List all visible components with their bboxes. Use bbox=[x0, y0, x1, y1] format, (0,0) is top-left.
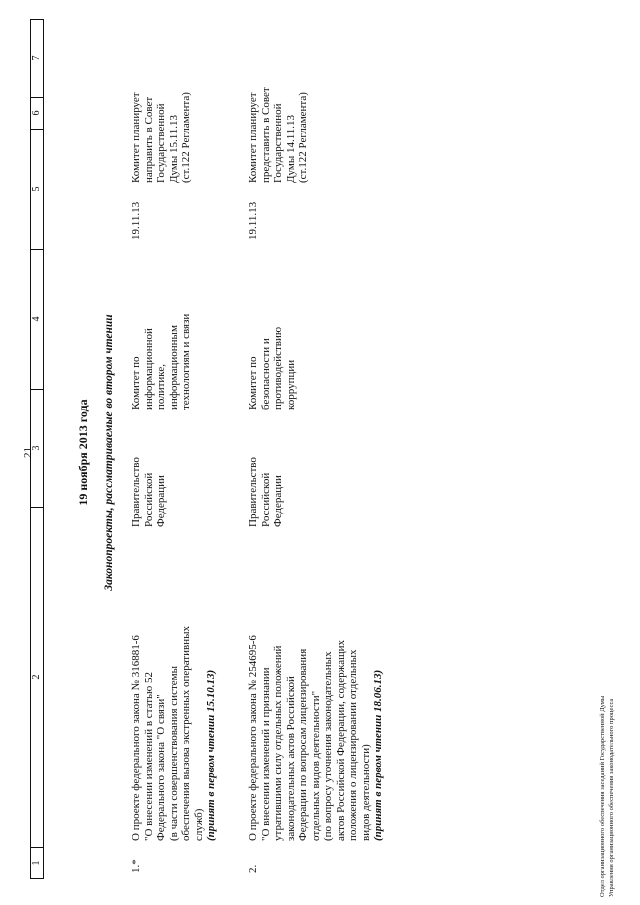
initiator-line: Российской bbox=[142, 472, 155, 527]
committee-line: коррупции bbox=[284, 359, 297, 410]
footer-line: Отдел организационного обеспечения заседаний Государственной Думы bbox=[599, 695, 606, 897]
section-heading: Законопроекты, рассматриваемые во втором чтении bbox=[103, 314, 115, 591]
session-date: 19.11.13 bbox=[130, 201, 142, 240]
note-line: Комитет планирует bbox=[130, 92, 142, 183]
bill-description bbox=[247, 541, 385, 841]
column-number: 4 bbox=[31, 249, 43, 390]
description-line: (по вопросу уточнения законодательных bbox=[322, 651, 334, 841]
committee-line: Комитет по bbox=[247, 356, 259, 410]
date-heading: 19 ноября 2013 года bbox=[76, 399, 90, 506]
note-line: (ст.122 Регламента) bbox=[297, 92, 309, 183]
column-number: 6 bbox=[31, 97, 43, 130]
note-line: Государственной bbox=[155, 103, 167, 183]
initiator-line: Федерации bbox=[155, 475, 167, 527]
initiator-line: Федерации bbox=[272, 475, 284, 527]
initiator bbox=[247, 417, 285, 527]
first-reading-note: (принят в первом чтении 15.10.13) bbox=[205, 669, 217, 841]
description-line: Федерального закона "О связи" bbox=[155, 694, 167, 841]
committee-line: противодействию bbox=[272, 326, 284, 410]
initiator-line: Российской bbox=[259, 472, 272, 527]
committee-note bbox=[247, 23, 310, 183]
description-line: Федерации по вопросам лицензирования bbox=[297, 648, 309, 841]
column-number-header bbox=[30, 19, 44, 879]
row-number: 1.* bbox=[130, 859, 142, 873]
responsible-committee bbox=[130, 250, 193, 410]
first-reading-note: (принят в первом чтении 18.06.13) bbox=[372, 669, 384, 841]
committee-line: технологиям и связи bbox=[180, 313, 192, 410]
description-line: отдельных видов деятельности" bbox=[309, 690, 322, 841]
committee-line: политике, bbox=[155, 363, 167, 410]
page-footer bbox=[598, 696, 616, 897]
description-line: положения о лицензировании отдельных bbox=[347, 649, 359, 841]
note-line: Государственной bbox=[272, 103, 284, 183]
note-line: направить в Совет bbox=[142, 96, 155, 183]
note-line: представить в Совет bbox=[259, 87, 272, 183]
committee-line: информационным bbox=[167, 325, 180, 410]
description-line: О проекте федерального закона № 254695-6 bbox=[247, 635, 259, 841]
responsible-committee bbox=[247, 250, 297, 410]
committee-note bbox=[130, 23, 193, 183]
initiator bbox=[130, 417, 168, 527]
column-number: 5 bbox=[31, 129, 43, 250]
initiator-line: Правительство bbox=[130, 457, 142, 527]
bill-description bbox=[130, 541, 218, 841]
description-line: утратившими силу отдельных положений bbox=[272, 645, 284, 841]
description-line: О проекте федерального закона № 316881-6 bbox=[130, 635, 142, 841]
description-line: "О внесении изменений и признании bbox=[259, 667, 272, 841]
description-line: видов деятельности) bbox=[359, 744, 372, 841]
row-number: 2. bbox=[247, 864, 259, 873]
description-line: обеспечения вызова экстренных оперативных bbox=[180, 626, 192, 841]
column-number: 7 bbox=[31, 19, 43, 98]
description-line: актов Российской Федерации, содержащих bbox=[334, 640, 347, 841]
description-line: законодательных актов Российской bbox=[284, 676, 297, 841]
note-line: Думы 14.11.13 bbox=[284, 114, 297, 183]
column-number: 2 bbox=[31, 507, 43, 848]
description-line: (в части совершенствования системы bbox=[167, 666, 180, 841]
committee-line: безопасности и bbox=[259, 338, 272, 410]
note-line: (ст.122 Регламента) bbox=[180, 92, 192, 183]
column-number: 1 bbox=[31, 860, 42, 866]
description-line: служб) bbox=[192, 808, 205, 841]
description-line: "О внесении изменений в статью 52 bbox=[142, 672, 155, 841]
note-line: Комитет планирует bbox=[247, 92, 259, 183]
column-number: 3 bbox=[31, 389, 43, 508]
page-number: 21 bbox=[22, 447, 34, 458]
committee-line: информационной bbox=[142, 328, 155, 410]
session-date: 19.11.13 bbox=[247, 201, 259, 240]
note-line: Думы 15.11.13 bbox=[167, 114, 180, 183]
committee-line: Комитет по bbox=[130, 356, 142, 410]
initiator-line: Правительство bbox=[247, 457, 259, 527]
footer-line: Управления организационного обеспечения законодательного процесса bbox=[608, 698, 615, 897]
